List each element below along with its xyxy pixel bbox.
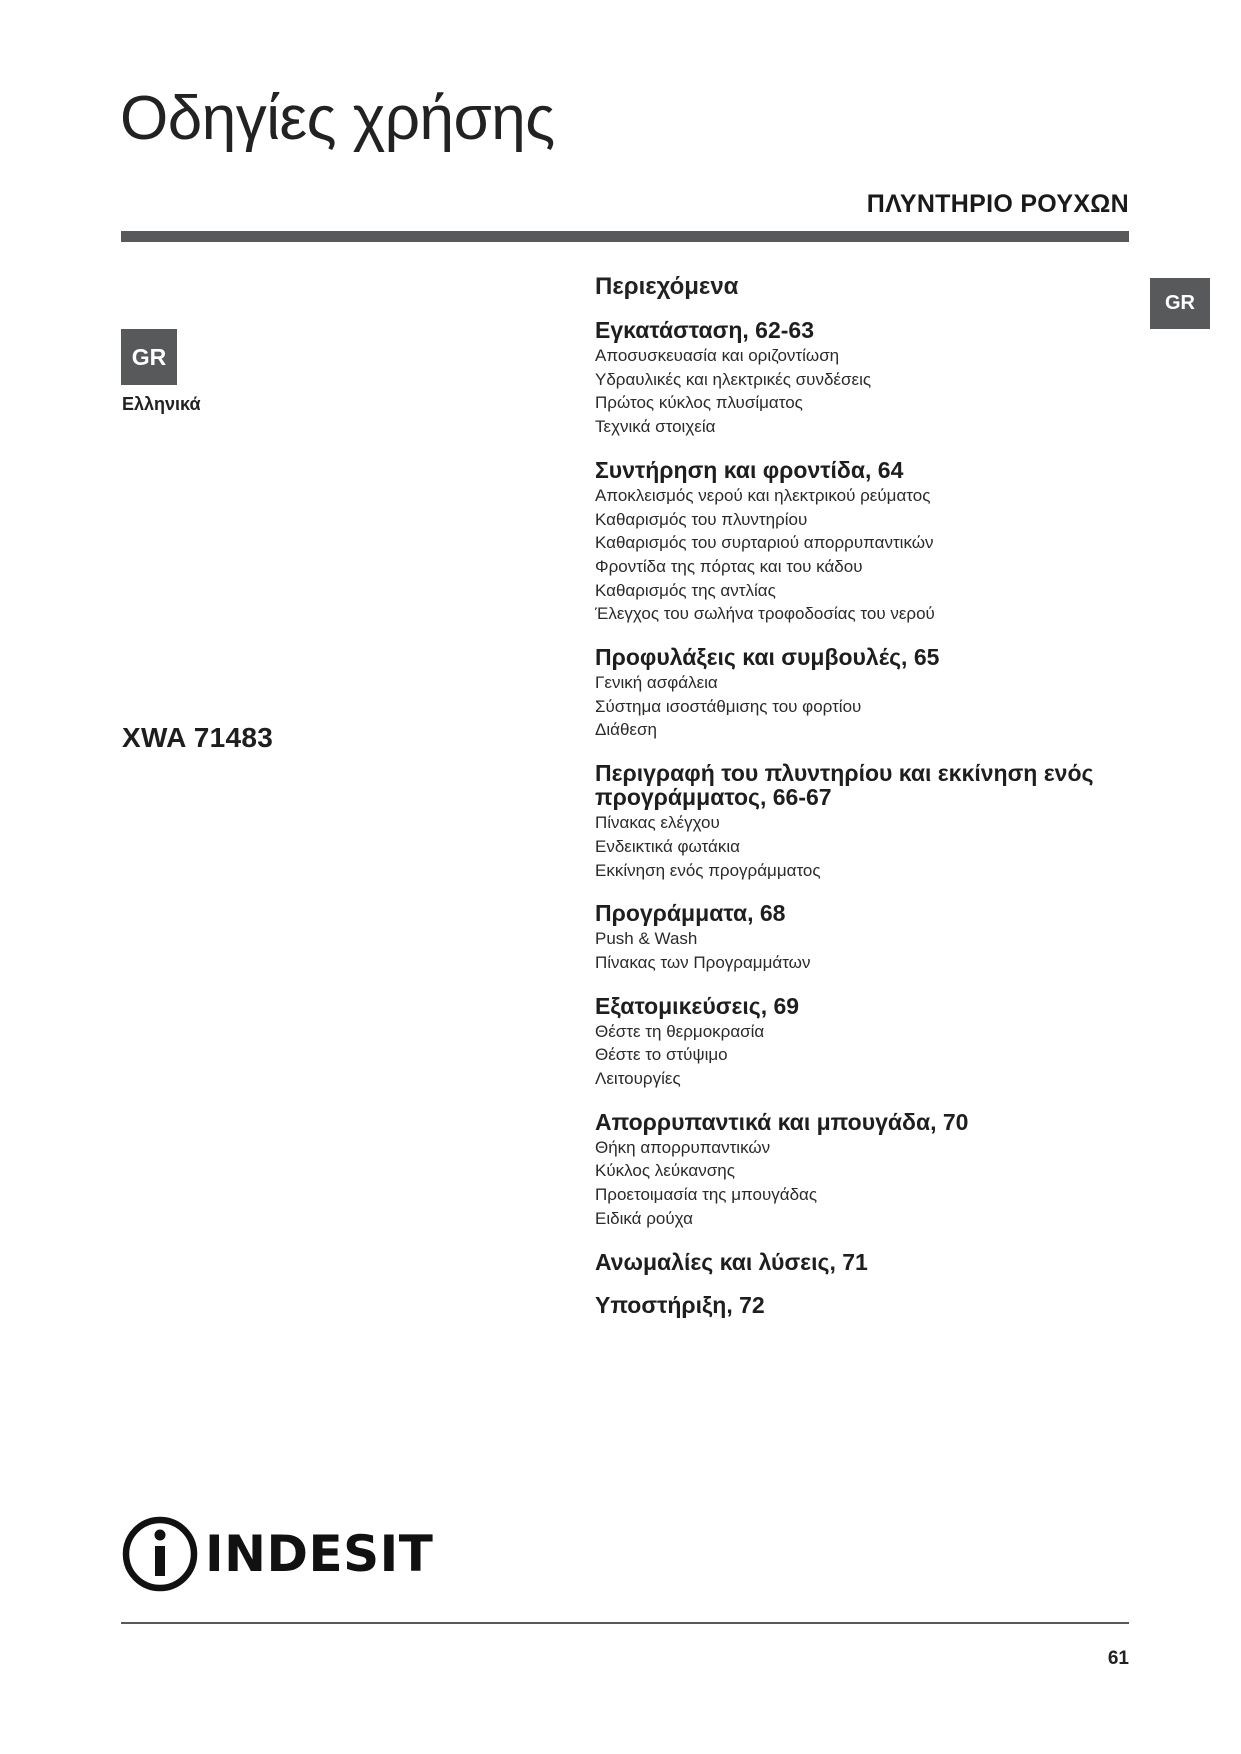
info-circle-logo-icon bbox=[121, 1515, 199, 1593]
toc-item: Αποσυσκευασία και οριζοντίωση bbox=[595, 346, 840, 365]
toc-item: Πίνακας των Προγραμμάτων bbox=[595, 952, 811, 972]
footer-divider bbox=[121, 1622, 1129, 1624]
toc-item: Θήκη απορρυπαντικών bbox=[595, 1137, 771, 1157]
toc-item-list bbox=[595, 811, 1135, 882]
brand-logo bbox=[121, 1514, 433, 1594]
toc-section bbox=[595, 1250, 1135, 1274]
toc-section bbox=[595, 1110, 1135, 1231]
toc-item: Ειδικά ρούχα bbox=[595, 1208, 693, 1228]
toc-item: Προετοιμασία της μπουγάδας bbox=[595, 1185, 818, 1205]
toc-item: Έλεγχος του σωλήνα τροφοδοσίας του νερού bbox=[595, 604, 935, 624]
toc-section bbox=[595, 318, 1135, 439]
toc-item: Λειτουργίες bbox=[595, 1069, 681, 1089]
toc-section-title: Περιγραφή του πλυντηρίου και εκκίνηση ενός προγράμματος, 66-67 bbox=[595, 760, 1094, 811]
toc-item: Καθαρισμός του συρταριού απορρυπαντικών bbox=[595, 533, 934, 553]
model-number: XWA 71483 bbox=[122, 722, 274, 753]
toc-section bbox=[595, 761, 1135, 882]
page-title: Οδηγίες χρήσης bbox=[120, 84, 555, 153]
toc-item: Γενική ασφάλεια bbox=[595, 673, 718, 693]
toc-section bbox=[595, 994, 1135, 1091]
toc-item: Διάθεση bbox=[595, 720, 657, 740]
toc-section bbox=[595, 901, 1135, 974]
toc-item: Αποκλεισμός νερού και ηλεκτρικού ρεύματος bbox=[595, 485, 931, 505]
header-divider bbox=[121, 231, 1129, 242]
toc-section-title: Εγκατάσταση, 62-63 bbox=[595, 317, 814, 343]
toc-item: Θέστε τη θερμοκρασία bbox=[595, 1021, 765, 1041]
toc-item: Καθαρισμός της αντλίας bbox=[595, 580, 776, 600]
toc-item: Push & Wash bbox=[595, 929, 698, 949]
toc-section bbox=[595, 1293, 1135, 1317]
toc-section-title: Απορρυπαντικά και μπουγάδα, 70 bbox=[595, 1108, 969, 1135]
toc-item-list bbox=[595, 671, 1135, 742]
toc-item: Σύστημα ισοστάθμισης του φορτίου bbox=[595, 696, 862, 716]
toc-heading: Περιεχόμενα bbox=[595, 273, 739, 300]
product-type-heading: ΠΛΥΝΤΗΡΙΟ ΡΟΥΧΩΝ bbox=[866, 190, 1129, 218]
toc-item: Εκκίνηση ενός προγράμματος bbox=[595, 860, 821, 880]
toc-section-title: Εξατομικεύσεις, 69 bbox=[595, 992, 800, 1019]
toc-item: Θέστε το στύψιμο bbox=[595, 1045, 728, 1065]
toc-item: Πρώτος κύκλος πλυσίματος bbox=[595, 393, 803, 413]
toc-section bbox=[595, 645, 1135, 742]
toc-item: Κύκλος λεύκανσης bbox=[595, 1161, 735, 1181]
language-label: Ελληνικά bbox=[122, 394, 201, 414]
toc-section-title: Υποστήριξη, 72 bbox=[595, 1291, 765, 1318]
language-side-tab: GR bbox=[1150, 278, 1210, 329]
toc-item-list bbox=[595, 484, 1135, 626]
toc-item: Υδραυλικές και ηλεκτρικές συνδέσεις bbox=[595, 369, 872, 389]
toc-item-list bbox=[595, 927, 1135, 974]
toc-section-title: Συντήρηση και φροντίδα, 64 bbox=[595, 456, 904, 483]
toc-item: Καθαρισμός του πλυντηρίου bbox=[595, 509, 808, 529]
toc-item: Πίνακας ελέγχου bbox=[595, 813, 720, 833]
toc-item: Φροντίδα της πόρτας και του κάδου bbox=[595, 556, 863, 576]
toc-section-title: Ανωμαλίες και λύσεις, 71 bbox=[595, 1248, 868, 1275]
toc-item: Τεχνικά στοιχεία bbox=[595, 417, 716, 437]
toc-section-title: Προφυλάξεις και συμβουλές, 65 bbox=[595, 644, 940, 671]
toc-section-title: Προγράμματα, 68 bbox=[595, 900, 786, 927]
toc-item-list bbox=[595, 1136, 1135, 1231]
language-badge: GR bbox=[121, 329, 177, 385]
toc-item-list bbox=[595, 1020, 1135, 1091]
page-number: 61 bbox=[1107, 1648, 1129, 1669]
toc-item-list bbox=[595, 344, 1135, 439]
table-of-contents bbox=[595, 318, 1135, 1336]
toc-section bbox=[595, 458, 1135, 626]
brand-wordmark: INDESIT bbox=[205, 1525, 434, 1583]
toc-item: Ενδεικτικά φωτάκια bbox=[595, 836, 740, 856]
